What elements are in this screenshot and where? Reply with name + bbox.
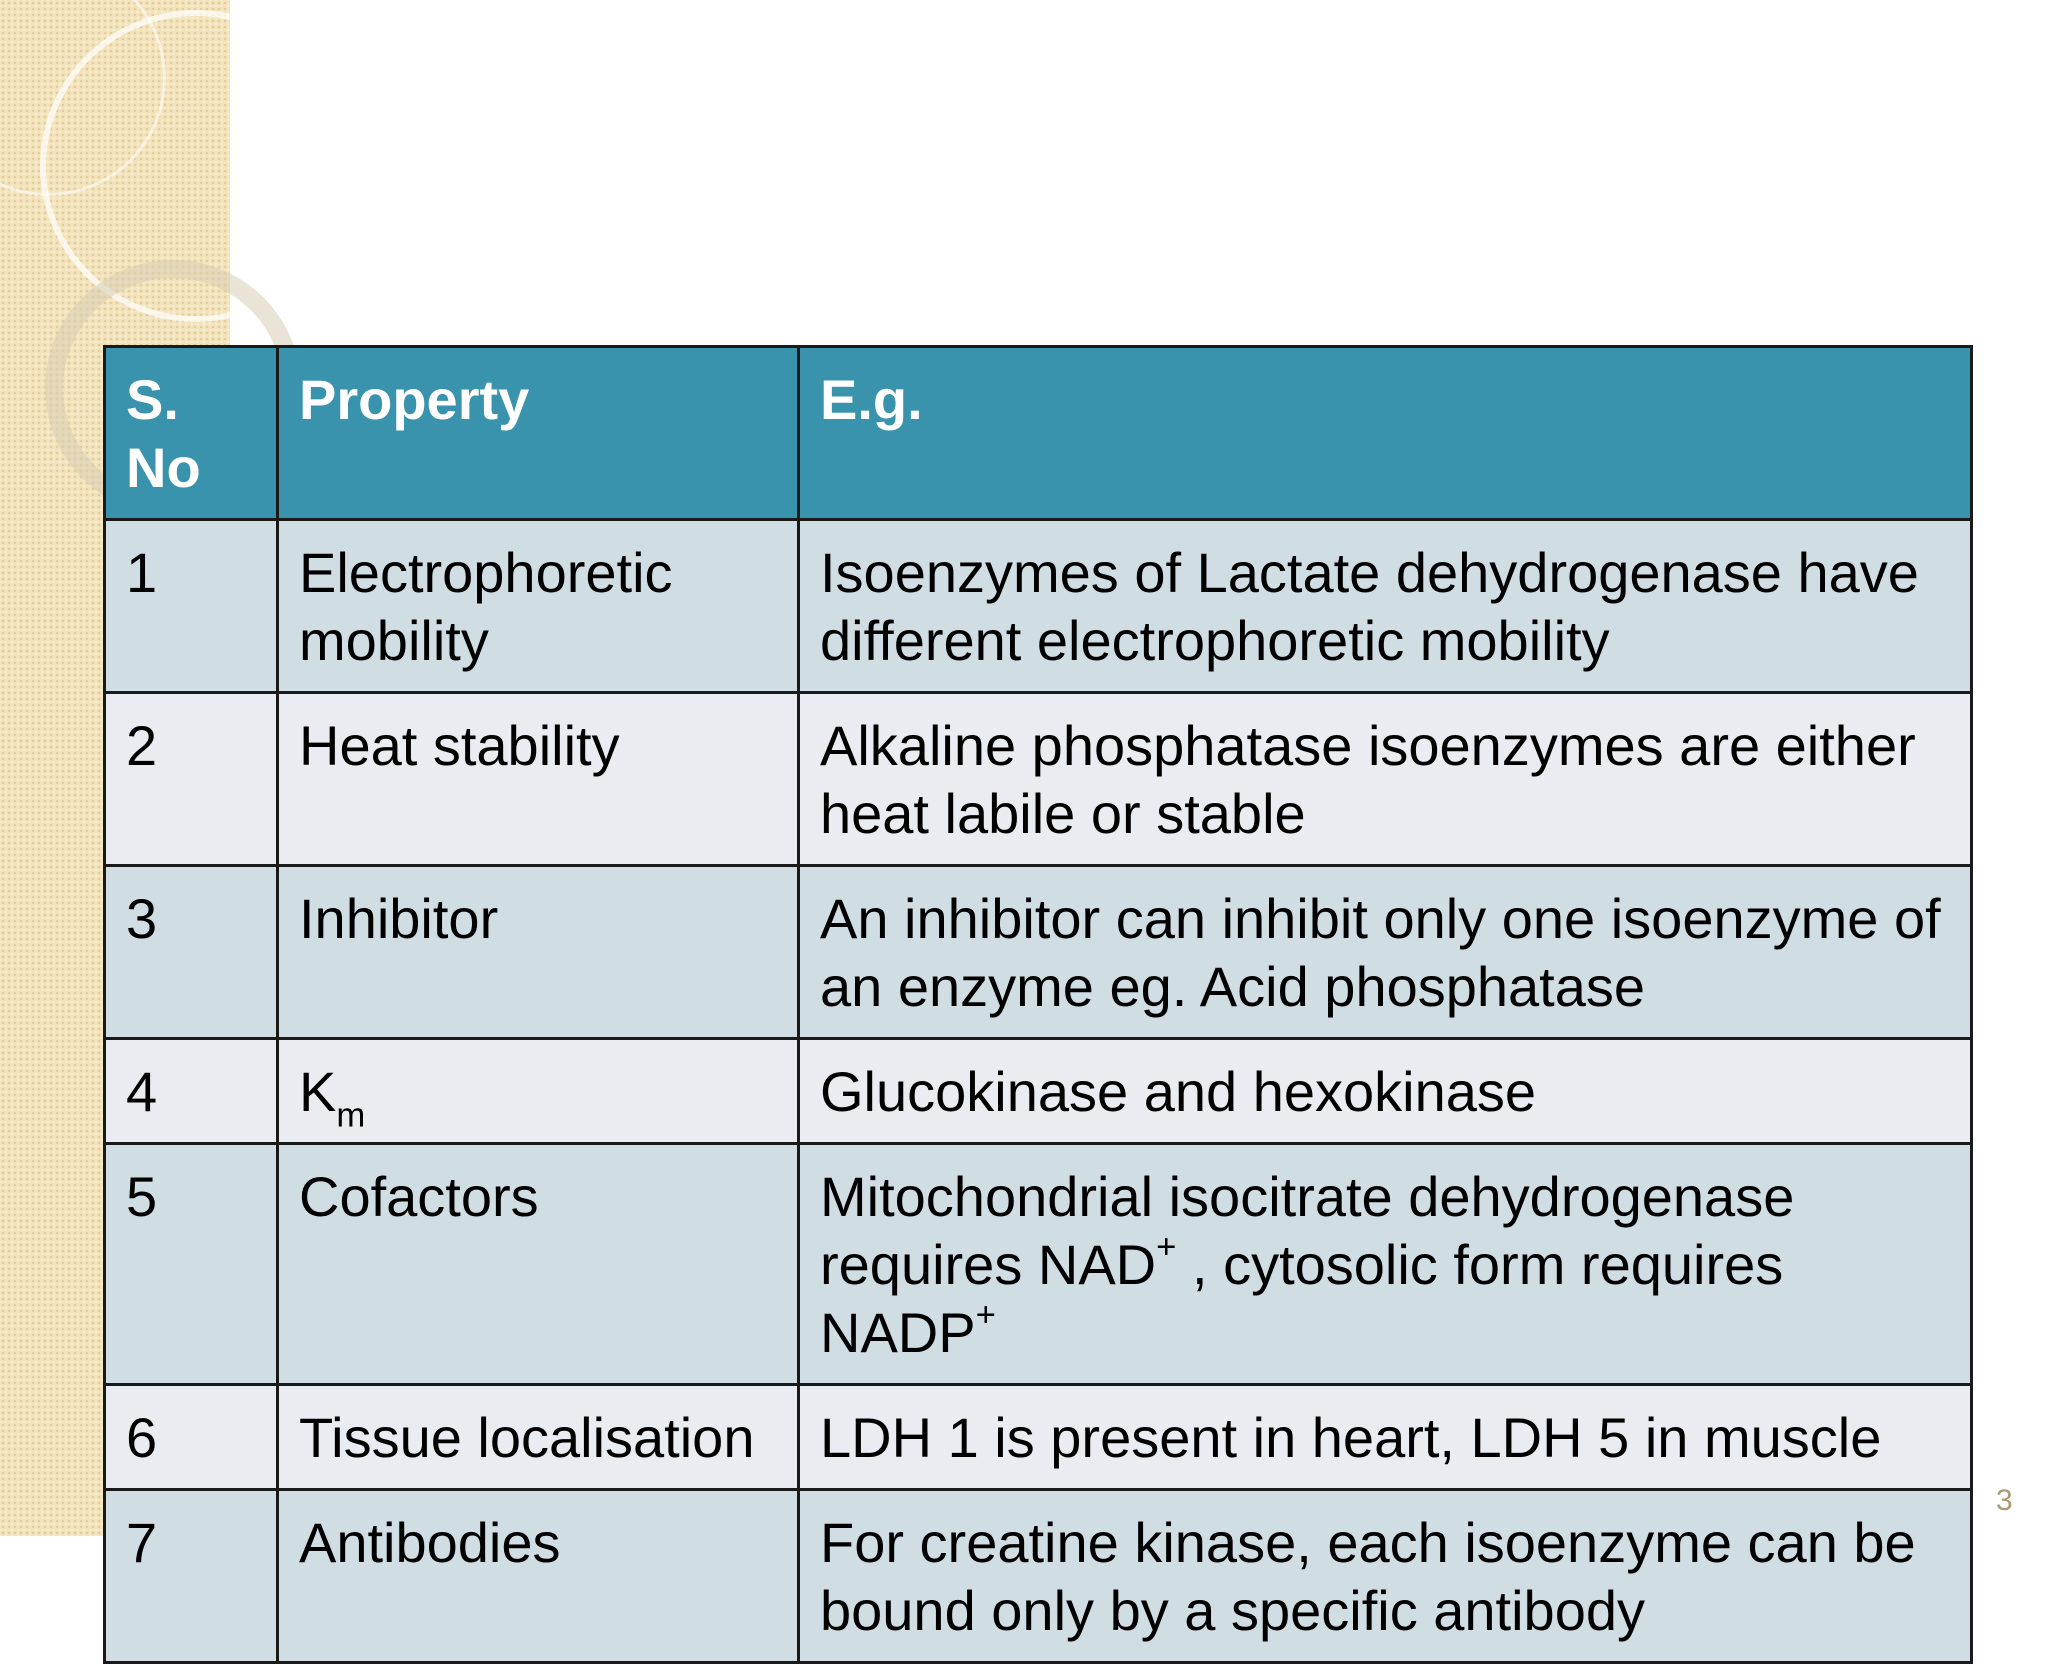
- table-row: [105, 1144, 1972, 1385]
- cell-sno: 3: [105, 866, 278, 1039]
- cell-example: For creatine kinase, each isoenzyme can be bound only by a specific antibody: [799, 1490, 1972, 1663]
- cell-sno: 1: [105, 520, 278, 693]
- cell-example: [799, 1144, 1972, 1385]
- page-number: 3: [1996, 1484, 2013, 1517]
- cell-sno: 4: [105, 1039, 278, 1144]
- km-symbol: K: [299, 1060, 337, 1123]
- cell-sno: 7: [105, 1490, 278, 1663]
- table-row: [105, 866, 1972, 1039]
- cell-example: Isoenzymes of Lactate dehydrogenase have different electrophoretic mobility: [799, 520, 1972, 693]
- header-sno: S. No: [105, 347, 278, 520]
- example-text: , cytosolic form requires NADP: [820, 1233, 1784, 1364]
- cell-property: Antibodies: [278, 1490, 799, 1663]
- cell-example: LDH 1 is present in heart, LDH 5 in muscle: [799, 1385, 1972, 1490]
- isoenzyme-properties-table: [103, 345, 1973, 1664]
- table-row: [105, 1385, 1972, 1490]
- header-example: E.g.: [799, 347, 1972, 520]
- table-row: [105, 1490, 1972, 1663]
- km-subscript: m: [336, 1096, 366, 1135]
- cell-sno: 6: [105, 1385, 278, 1490]
- cell-property: Heat stability: [278, 693, 799, 866]
- superscript-plus: +: [1156, 1227, 1177, 1266]
- cell-property: Tissue localisation: [278, 1385, 799, 1490]
- cell-property: Cofactors: [278, 1144, 799, 1385]
- cell-property: Inhibitor: [278, 866, 799, 1039]
- cell-property: [278, 1039, 799, 1144]
- table-row: [105, 1039, 1972, 1144]
- superscript-plus: +: [975, 1295, 996, 1334]
- cell-property: Electrophoretic mobility: [278, 520, 799, 693]
- table-row: [105, 520, 1972, 693]
- cell-example: Glucokinase and hexokinase: [799, 1039, 1972, 1144]
- header-property: Property: [278, 347, 799, 520]
- cell-example: An inhibitor can inhibit only one isoenzyme of an enzyme eg. Acid phosphatase: [799, 866, 1972, 1039]
- table-row: [105, 693, 1972, 866]
- table-header-row: [105, 347, 1972, 520]
- cell-example: Alkaline phosphatase isoenzymes are either heat labile or stable: [799, 693, 1972, 866]
- example-text: Mitochondrial isocitrate dehydrogenase requires NAD: [820, 1165, 1795, 1296]
- cell-sno: 5: [105, 1144, 278, 1385]
- cell-sno: 2: [105, 693, 278, 866]
